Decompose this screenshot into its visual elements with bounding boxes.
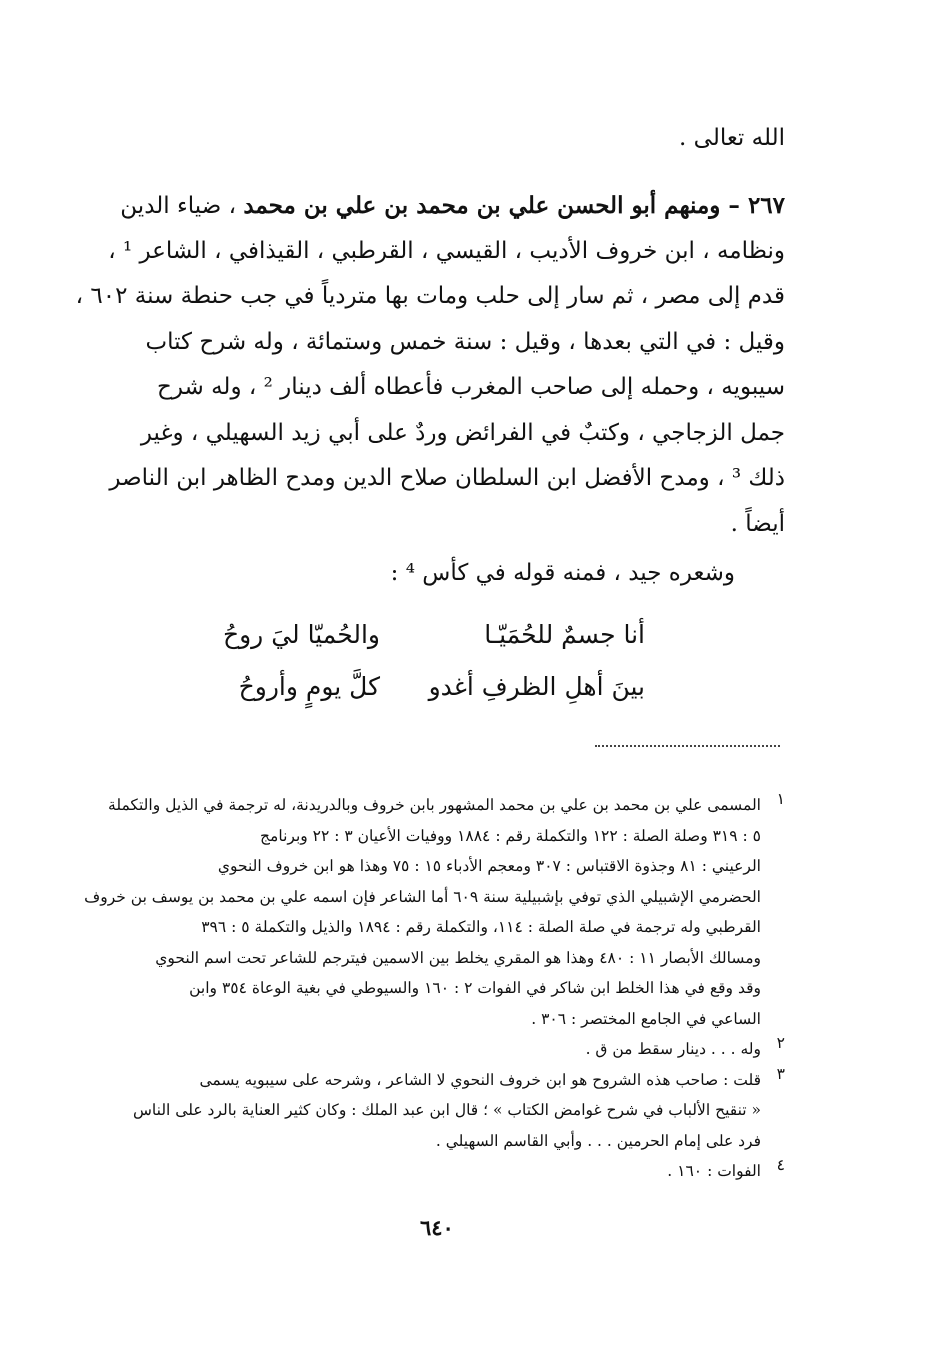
- entry-line-1-rest: ، ضياء الدين: [120, 193, 236, 219]
- footnote-line: الحضرمي الإشبيلي الذي توفي بإشبيلية سنة ٦٠٩ أما الشاعر فإن اسمه علي بن محمد بن يوسف بن خروف: [84, 887, 761, 906]
- footnote-2: [85, 1034, 785, 1065]
- footnote-line: فرد على إمام الحرمين . . . وأبي القاسم السهيلي .: [435, 1131, 761, 1150]
- page-number: ٦٤٠: [420, 1215, 454, 1240]
- footnote-line: الساعي في الجامع المختصر : ٣٠٦ .: [531, 1009, 761, 1028]
- entry-line-3: قدم إلى مصر ، ثم سار إلى حلب ومات بها متردياً في جب حنطة سنة ٦٠٢ ،: [75, 283, 785, 309]
- footnote-line: ومسالك الأبصار ١١ : ٤٨٠ وهذا هو المقري يخلط بين الاسمين فيترجم للشاعر تحت اسم النحوي: [155, 948, 761, 967]
- footnote-line: قلت : صاحب هذه الشروح هو ابن خروف النحوي لا الشاعر ، وشرحه على سيبويه يسمى: [199, 1070, 761, 1089]
- entry-line-6: جمل الزجاجي ، وكتبٌ في الفرائض وردٌ على أبي زيد السهيلي ، وغير: [140, 419, 785, 446]
- footnote-separator: [595, 745, 780, 747]
- entry-line-4: وقيل : في التي بعدها ، وقيل : سنة خمس وستمائة ، وله شرح كتاب: [145, 328, 785, 355]
- entry-heading: ٢٦٧ – ومنهم أبو الحسن علي بن محمد بن علي بن محمد: [243, 192, 785, 219]
- verse-1-first-hemistich: أنا جسمٌ للحُمَيّـا: [484, 620, 645, 649]
- footnote-number: ٣: [776, 1064, 785, 1083]
- footnote-number: ١: [776, 790, 785, 808]
- entry-line-5: سيبويه ، وحمله إلى صاحب المغرب فأعطاه ألف دينار ² ، وله شرح: [156, 374, 785, 400]
- biography-entry: [75, 183, 785, 547]
- verse-2-first-hemistich: بينَ أهلِ الظرفِ أغدو: [428, 672, 645, 701]
- footnote-number: ٢: [776, 1034, 785, 1052]
- footnote-line: الفوات : ١٦٠ .: [667, 1162, 761, 1180]
- footnote-line: ٥ : ٣١٩ وصلة الصلة : ١٢٢ والتكملة رقم : ١٨٨٤ ووفيات الأعيان ٣ : ٢٢ وبرنامج: [260, 826, 761, 845]
- poem-intro: وشعره جيد ، فمنه قوله في كأس ⁴ :: [390, 560, 735, 586]
- footnote-line: القرطبي وله ترجمة في صلة الصلة : ١١٤، والتكملة رقم : ١٨٩٤ والذيل والتكملة ٥ : ٣٩٦: [201, 918, 761, 936]
- footnote-line: الرعيني : ٨١ وجذوة الاقتباس : ٣٠٧ ومعجم الأدباء ١٥ : ٧٥ وهذا هو ابن خروف النحوي: [217, 857, 761, 875]
- entry-line-2: ونظامه ، ابن خروف الأديب ، القيسي ، القرطبي ، القيذافي ، الشاعر ¹ ،: [108, 237, 785, 264]
- footnote-number: ٤: [776, 1156, 785, 1174]
- continuation-line: الله تعالى .: [679, 125, 785, 151]
- footnote-line: المسمى علي بن محمد بن علي بن محمد المشهور بابن خروف وبالدريدنة، له ترجمة في الذيل والتكملة: [108, 796, 761, 814]
- verse-2-second-hemistich: كلَّ يومٍ وأروحُ: [238, 672, 380, 701]
- footnote-4: [85, 1156, 785, 1187]
- footnotes: [85, 790, 785, 1187]
- footnote-line: « تنقيح الألباب في شرح غوامض الكتاب » ؛ قال ابن عبد الملك : وكان كثير العناية بالرد على الناس: [133, 1101, 761, 1119]
- footnote-line: وقد وقع في هذا الخلط ابن شاكر في الفوات ٢ : ١٦٠ والسيوطي في بغية الوعاة ٣٥٤ وابن: [189, 979, 761, 997]
- entry-line-1: [85, 183, 785, 229]
- entry-line-8: أيضاً .: [730, 510, 785, 537]
- footnote-3: [85, 1065, 785, 1157]
- footnote-line: وله . . . دينار سقط من ق .: [585, 1040, 761, 1058]
- verse-1-second-hemistich: والحُميّا ليَ روحُ: [222, 620, 380, 649]
- entry-line-7: ذلك ³ ، ومدح الأفضل ابن السلطان صلاح الدين ومدح الظاهر ابن الناصر: [109, 465, 785, 491]
- footnote-1: [85, 790, 785, 1034]
